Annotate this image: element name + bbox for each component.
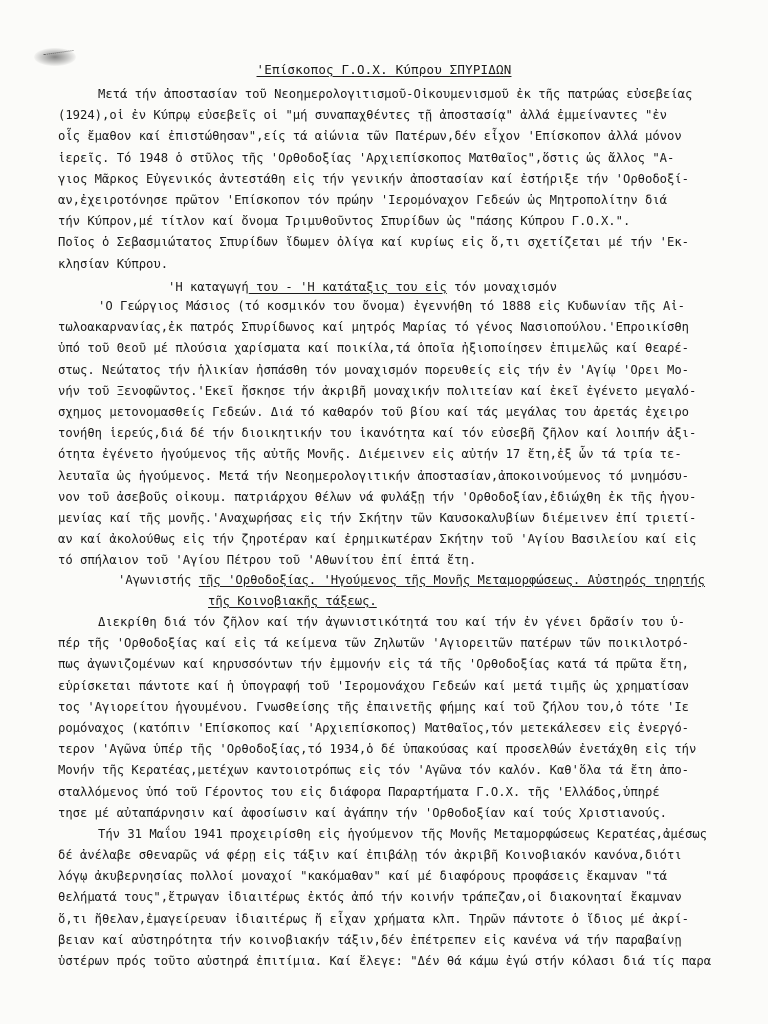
document-title-text: 'Επίσκοπος Γ.Ο.Χ. Κύπρου ΣΠΥΡΙΔΩΝ xyxy=(256,62,512,77)
heading-origin-underlined: του - 'Η κατάταξις του εἰς xyxy=(248,280,447,294)
section-heading-abbot-line2 xyxy=(208,594,377,608)
text-line: ὑστέρων πρός τοῦτο αὐστηρά ἐπιτίμια. Καί ἔλεγε: "Δέν θά κάμω ἐγώ στήν κόλασι διά τίς παρα xyxy=(58,954,712,968)
section-heading-abbot xyxy=(118,573,705,587)
text-line: μενίας καί τῆς μονῆς.'Αναχωρήσας εἰς τήν Σκήτην τῶν Καυσοκαλυβίων διέμεινεν ἐπί τριετί- xyxy=(58,510,697,525)
text-line: ότητα ἐγένετο ἡγούμενος τῆς αὐτῆς Μονῆς. Διέμεινεν εἰς αὐτήν 17 ἔτη,ἐξ ὧν τά τρία τε- xyxy=(58,447,682,462)
text-line: εὑρίσκεται πάντοτε καί ἡ ὑπογραφή τοῦ 'Ιερομονάχου Γεδεών καί μετά τιμῆς ὡς χρηματίσαν xyxy=(58,678,690,693)
text-line: τήν Κύπρον,μέ τίτλον καί ὄνομα Τριμυθοῦντος Σπυρίδων ὡς "πάσης Κύπρου Γ.Ο.Χ.". xyxy=(58,214,631,229)
heading-origin-end: τόν μοναχισμόν xyxy=(446,280,557,294)
heading-abbot-lead: 'Αγωνιστής xyxy=(118,573,199,587)
text-line: Διεκρίθη διά τόν ζῆλον καί τήν ἀγωνιστικότητά του καί τήν ἐν γένει δρᾶσίν του ὑ- xyxy=(98,615,685,629)
text-line: κλησίαν Κύπρου. xyxy=(58,256,169,271)
heading-abbot-line2-text: τῆς Κοινοβιακῆς τάξεως. xyxy=(208,594,377,608)
text-line: βειαν καί αὐστηρότητα τήν κοινοβιακήν τάξιν,δέν ἐπέτρεπεν εἰς κανένα νά τήν παραβαίνῃ xyxy=(58,932,682,947)
text-line: στως. Νεώτατος τήν ἡλικίαν ἠσπάσθη τόν μοναχισμόν πορευθείς εἰς τήν ἐν 'Αγίῳ 'Ορει Μο- xyxy=(58,362,690,377)
paragraph-biography xyxy=(58,296,748,571)
text-line: γιος Μᾶρκος Εὐγενικός ἀντεστάθη εἰς τήν γενικήν ἀποστασίαν καί ἐστήριξε τήν 'Ορθοδοξί- xyxy=(58,171,690,186)
text-line: 'Ο Γεώργιος Μάσιος (τό κοσμικόν του ὄνομα) ἐγεννήθη τό 1888 εἰς Κυδωνίαν τῆς Αἰ- xyxy=(98,299,685,313)
text-line: λευταῖα ὡς ἡγούμενος. Μετά τήν Νεοημερολογιτικήν ἀποστασίαν,ἀποκοινούμενος τό μνημόσυ- xyxy=(58,468,690,483)
text-line: λόγῳ ἀκυβερνησίας πολλοί μοναχοί "κακόμαθαν" καί μέ διαφόρους προφάσεις ἔκαμναν "τά xyxy=(58,869,668,884)
document-title xyxy=(0,62,768,77)
section-heading-origin xyxy=(168,280,557,294)
paragraph-intro xyxy=(58,84,748,275)
text-line: νον τοῦ ἀσεβοῦς οἰκουμ. πατριάρχου θέλων νά φυλάξῃ τήν 'Ορθοδοξίαν,ἐδιώχθη ἐκ τῆς ἡγου- xyxy=(58,489,697,504)
text-line: τησε μέ αὐταπάρνησιν καί ἀφοσίωσιν καί ἀγάπην τήν 'Ορθοδοξίαν καί τούς Χριστιανούς. xyxy=(58,805,668,820)
text-line: τος 'Αγιορείτου ἡγουμένου. Γνωσθείσης τῆς ἐπαινετῆς φήμης καί τοῦ ζήλου του,ὁ τότε 'Ιε xyxy=(58,699,690,714)
text-line: πως ἀγωνιζομένων καί κηρυσσόντων τήν ἐμμονήν εἰς τά τῆς 'Ορθοδοξίας κατά τά πρῶτα ἔτη, xyxy=(58,657,690,672)
text-line: τό σπήλαιον τοῦ 'Αγίου Πέτρου τοῦ 'Αθωνίτου ἐπί ἑπτά ἔτη. xyxy=(58,553,477,568)
text-line: σταλλόμενος ὑπό τοῦ Γέροντος του εἰς διάφορα Παραρτήματα Γ.Ο.Χ. τῆς 'Ελλάδος,ὑπηρέ xyxy=(58,784,660,799)
text-line: (1924),οἱ ἐν Κύπρῳ εὐσεβεῖς οἱ "μή συναπαχθέντες τῇ ἀποστασίᾳ" ἀλλά ἐμμείναντες "ἐν xyxy=(58,108,668,123)
text-line: οἷς ἔμαθον καί ἐπιστώθησαν",είς τά αἰώνια τῶν Πατέρων,δέν εἶχον 'Επίσκοπον ἀλλά μόνον xyxy=(58,129,682,144)
text-line: Τήν 31 Μαΐου 1941 προχειρίσθη εἰς ἡγούμενον τῆς Μονῆς Μεταμορφώσεως Κερατέας,ἀμέσως xyxy=(98,826,708,841)
heading-abbot-underlined: τῆς 'Ορθοδοξίας. 'Ηγούμενος τῆς Μονῆς Μεταμορφώσεως. Αὐστηρός τηρητής xyxy=(198,573,706,587)
text-line: τονήθη ἱερεύς,διά δέ τήν διοικητικήν του ἱκανότητα καί τόν εὐσεβῆ ζῆλον καί λοιπήν ἀξι- xyxy=(58,426,697,441)
text-line: τωλοακαρνανίας,ἐκ πατρός Σπυρίδωνος καί μητρός Μαρίας τό γένος Νασιοπούλου.'Επροικίσθη xyxy=(58,320,690,335)
text-line: Ποῖος ὁ Σεβασμιώτατος Σπυρίδων ἴδωμεν ὀλίγα καί κυρίως εἰς ὅ,τι σχετίζεται μέ τήν 'Εκ- xyxy=(58,235,690,250)
text-line: θελήματά τους",ἔτρωγαν ἰδιαιτέρως ἐκτός ἀπό τήν κοινήν τράπεζαν,οἱ διακονηταί ἔκαμναν xyxy=(58,890,682,905)
text-line: αν,ἐχειροτόνησε πρῶτον 'Επίσκοπον τόν πρώην 'Ιερομόναχον Γεδεών ὡς Μητροπολίτην διά xyxy=(58,192,668,207)
text-line: δέ ἀνέλαβε σθεναρῶς νά φέρῃ εἰς τάξιν καί ἐπιβάλῃ τόν ἀκριβῆ Κοινοβιακόν κανόνα,διότι xyxy=(58,848,682,863)
text-line: αν καί ἀκολούθως εἰς τήν ζηροτέραν καί ἐρημικωτέραν Σκήτην τοῦ 'Αγίου Βασιλείου καί εἰς xyxy=(58,532,697,547)
text-line: ὑπό τοῦ Θεοῦ μέ πλούσια χαρίσματα καί ποικίλα,τά ὁποῖα ἠξιοποίησεν ἐπιμελῶς καί θεαρέ- xyxy=(58,341,690,356)
text-line: ρομόναχος (κατόπιν 'Επίσκοπος καί 'Αρχιεπίσκοπος) Ματθαῖος,τόν μετεκάλεσεν εἰς ἐνεργό- xyxy=(58,720,690,735)
text-line: τερον 'Αγῶνα ὑπέρ τῆς 'Ορθοδοξίας,τό 1934,ὁ δέ ὑπακούσας καί προσελθών ἐνετάχθη εἰς τήν xyxy=(58,742,697,757)
text-line: σχημος μετονομασθείς Γεδεών. Διά τό καθαρόν τοῦ βίου καί τάς μεγάλας του ἀρετάς ἐχειρο xyxy=(58,404,690,419)
text-line: Μονήν τῆς Κερατέας,μετέχων καντοιοτρόπως εἰς τόν 'Αγῶνα τόν καλόν. Καθ'ὅλα τά ἔτη ἀπο- xyxy=(58,763,690,778)
text-line: ὅ,τι ἤθελαν,ἐμαγείρευαν ἰδιαιτέρως ἤ εἶχαν χρήματα κλπ. Τηρῶν πάντοτε ὁ ἴδιος μέ ἀκρί- xyxy=(58,911,690,926)
paragraph-abbot xyxy=(58,612,748,972)
text-line: πέρ τῆς 'Ορθοδοξίας καί εἰς τά κείμενα τῶν Ζηλωτῶν 'Αγιορειτῶν πατέρων τῶν ποικιλοτρό- xyxy=(58,636,690,651)
heading-origin-start: 'Η καταγωγή xyxy=(168,280,249,294)
text-line: ἱερεῖς. Τό 1948 ὁ στῦλος τῆς 'Ορθοδοξίας 'Αρχιεπίσκοπος Ματθαῖος",ὅστις ὡς ἄλλος "Α- xyxy=(58,150,675,165)
text-line: Μετά τήν ἀποστασίαν τοῦ Νεοημερολογιτισμοῦ-Οἰκουμενισμοῦ ἐκ τῆς πατρώας εὐσεβείας xyxy=(98,87,693,101)
text-line: νήν τοῦ Ξενοφῶντος.'Εκεῖ ἤσκησε τήν ἀκριβῆ μοναχικήν πολιτείαν καί ἐκεῖ ἐγένετο μεγαλό- xyxy=(58,383,697,398)
